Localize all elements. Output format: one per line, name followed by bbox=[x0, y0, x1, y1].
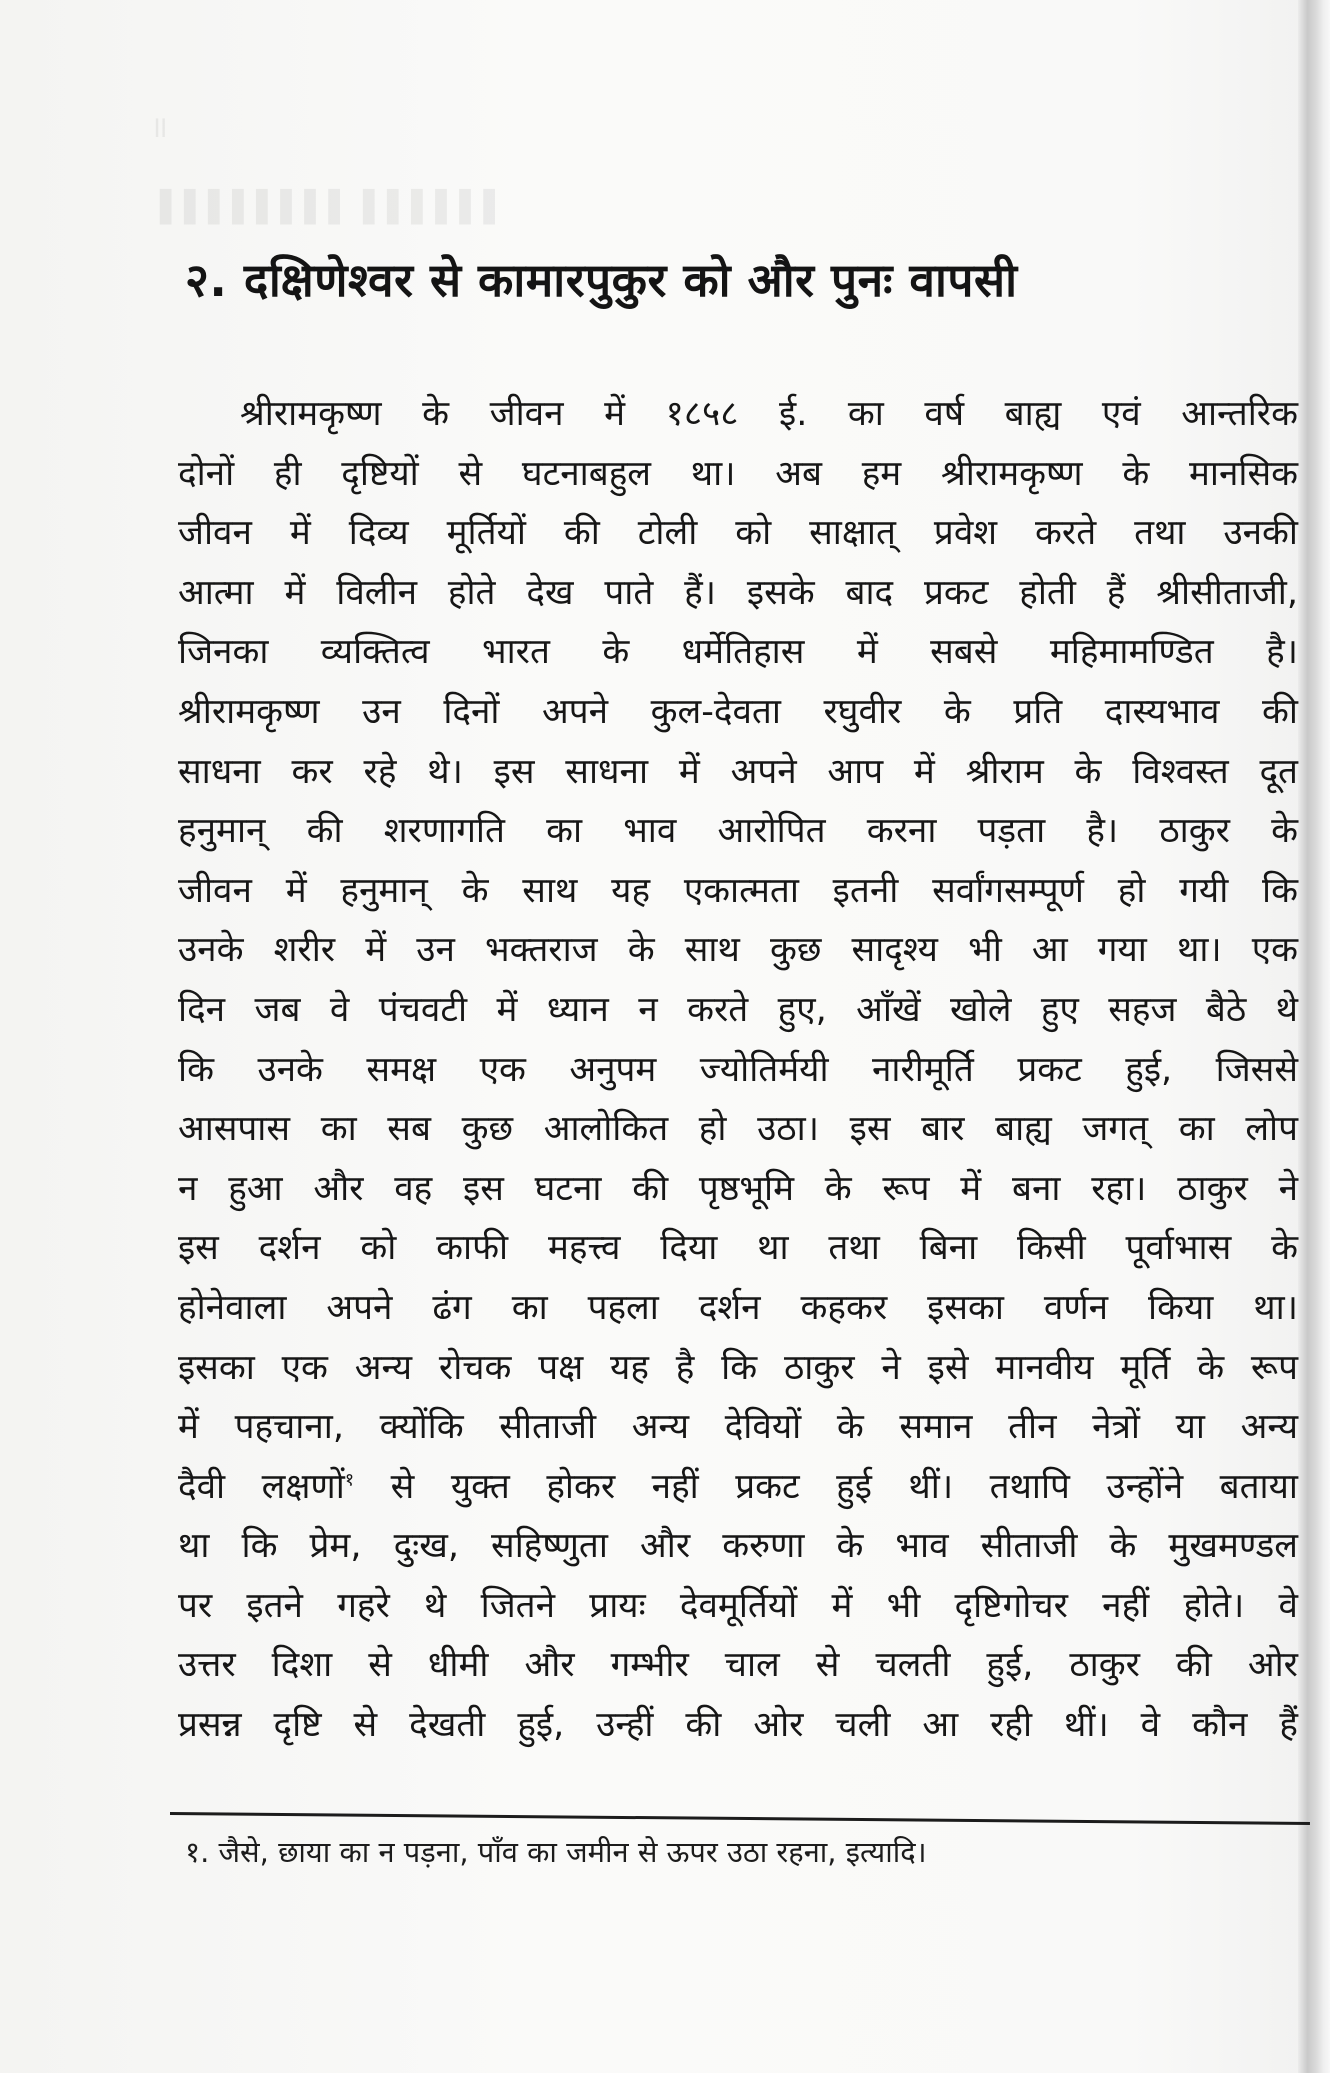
footnote: १. जैसे, छाया का न पड़ना, पाँव का जमीन से ऊपर उठा रहना, इत्यादि। bbox=[185, 1835, 927, 1869]
text-line: उत्तर दिशा से धीमी और गम्भीर चाल से चलती हुई, ठाकुर की ओर bbox=[178, 1645, 1298, 1686]
text-line: श्रीरामकृष्ण के जीवन में १८५८ ई. का वर्ष बाह्य एवं आन्तरिक bbox=[240, 394, 1298, 434]
text-line: में पहचाना, क्योंकि सीताजी अन्य देवियों के समान तीन नेत्रों या अन्य bbox=[178, 1407, 1298, 1448]
text-line: दिन जब वे पंचवटी में ध्यान न करते हुए, आँखें खोले हुए सहज बैठे थे bbox=[178, 989, 1298, 1030]
text-line: इस दर्शन को काफी महत्त्व दिया था तथा बिना किसी पूर्वाभास के bbox=[178, 1228, 1298, 1269]
text-line: आत्मा में विलीन होते देख पाते हैं। इसके बाद प्रकट होती हैं श्रीसीताजी, bbox=[178, 572, 1298, 613]
bleed-through-text: ▌▌▌▌▌▌▌▌ ▌▌▌▌▌▌ bbox=[160, 190, 508, 225]
text-line: जिनका व्यक्तित्व भारत के धर्मेतिहास में सबसे महिमामण्डित है। bbox=[178, 632, 1298, 673]
text-segment: से युक्त होकर नहीं प्रकट हुई थीं। तथापि उन्होंने बताया bbox=[354, 1466, 1298, 1507]
text-line: होनेवाला अपने ढंग का पहला दर्शन कहकर इसका वर्णन किया था। bbox=[178, 1287, 1298, 1328]
text-line: साधना कर रहे थे। इस साधना में अपने आप में श्रीराम के विश्वस्त दूत bbox=[178, 751, 1298, 792]
footnote-divider bbox=[170, 1812, 1310, 1825]
text-line: पर इतने गहरे थे जितने प्रायः देवमूर्तियों में भी दृष्टिगोचर नहीं होते। वे bbox=[178, 1585, 1298, 1626]
text-line: था कि प्रेम, दुःख, सहिष्णुता और करुणा के भाव सीताजी के मुखमण्डल bbox=[178, 1526, 1298, 1567]
text-segment: दैवी लक्षणों bbox=[178, 1466, 345, 1507]
text-line: उनके शरीर में उन भक्तराज के साथ कुछ सादृश्य भी आ गया था। एक bbox=[178, 930, 1298, 971]
text-line: इसका एक अन्य रोचक पक्ष यह है कि ठाकुर ने इसे मानवीय मूर्ति के रूप bbox=[178, 1347, 1298, 1388]
text-line: कि उनके समक्ष एक अनुपम ज्योतिर्मयी नारीमूर्ति प्रकट हुई, जिससे bbox=[178, 1049, 1298, 1090]
text-line: प्रसन्न दृष्टि से देखती हुई, उन्हीं की ओर चली आ रही थीं। वे कौन हैं bbox=[178, 1705, 1298, 1746]
text-line: दोनों ही दृष्टियों से घटनाबहुल था। अब हम श्रीरामकृष्ण के मानसिक bbox=[178, 453, 1298, 494]
text-line: हनुमान् की शरणागति का भाव आरोपित करना पड़ता है। ठाकुर के bbox=[178, 811, 1298, 852]
text-line: न हुआ और वह इस घटना की पृष्ठभूमि के रूप में बना रहा। ठाकुर ने bbox=[178, 1168, 1298, 1209]
text-line: श्रीरामकृष्ण उन दिनों अपने कुल-देवता रघुवीर के प्रति दास्यभाव की bbox=[178, 691, 1298, 732]
body-paragraph bbox=[178, 385, 1298, 1756]
footnote-reference[interactable]: १ bbox=[344, 1469, 355, 1491]
text-line: जीवन में हनुमान् के साथ यह एकात्मता इतनी सर्वांगसम्पूर्ण हो गयी कि bbox=[178, 870, 1298, 911]
text-line: जीवन में दिव्य मूर्तियों की टोली को साक्षात् प्रवेश करते तथा उनकी bbox=[178, 513, 1298, 554]
text-line-with-footnote bbox=[178, 1458, 1298, 1518]
page-binding-edge bbox=[1298, 0, 1330, 2073]
chapter-title: २. दक्षिणेश्वर से कामारपुकुर को और पुनः वापसी bbox=[185, 253, 1018, 307]
bleed-through-text: ॥ bbox=[150, 110, 169, 145]
text-line: आसपास का सब कुछ आलोकित हो उठा। इस बार बाह्य जगत् का लोप bbox=[178, 1109, 1298, 1150]
